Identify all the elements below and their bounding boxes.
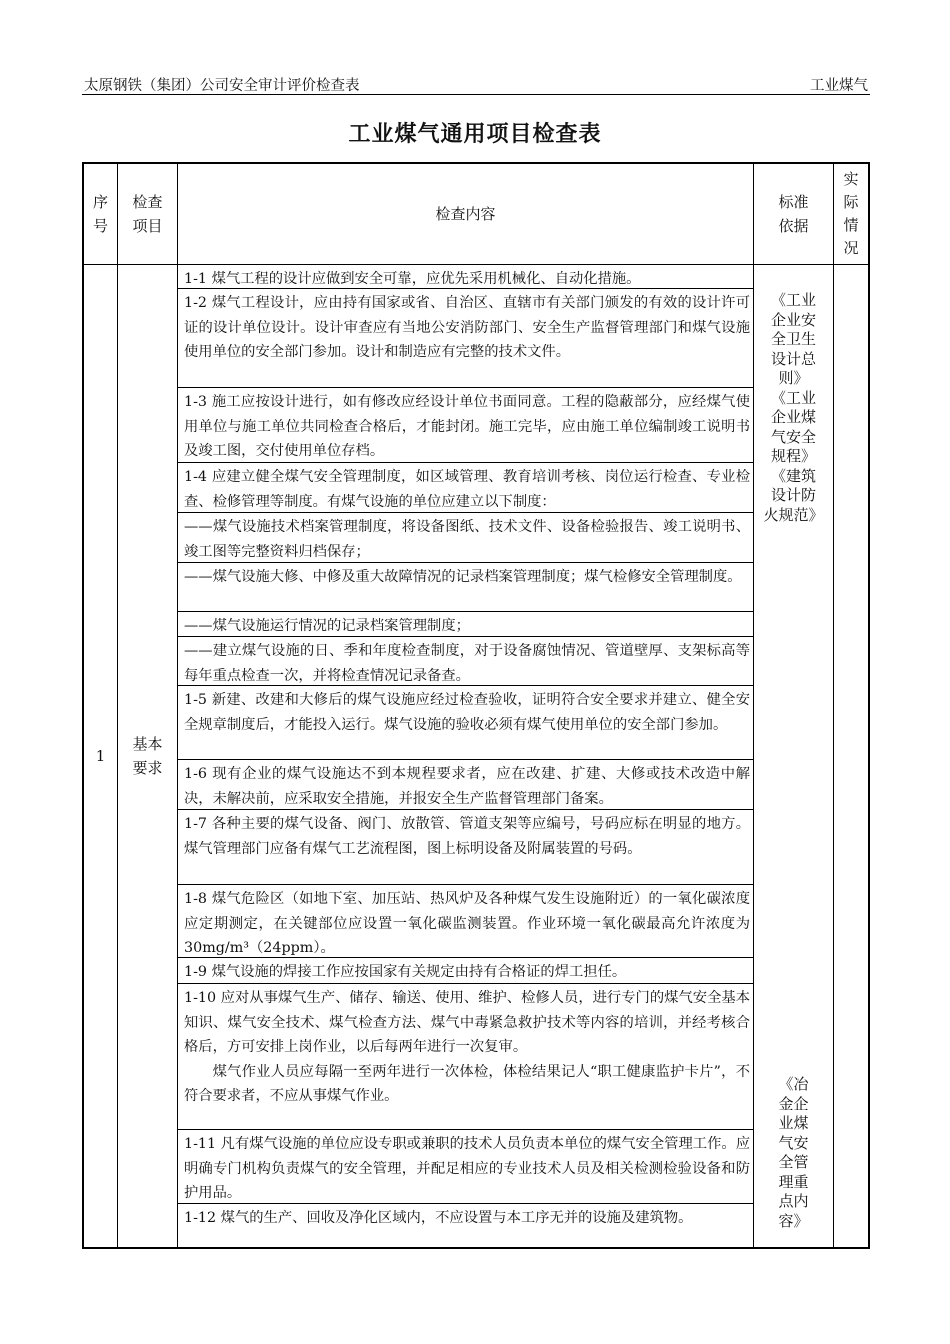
content-row — [178, 1130, 754, 1204]
row-text: 1-11 凡有煤气设施的单位应设专职或兼职的技术人员负责本单位的煤气安全管理工作。应明确专门机构负责煤气的安全管理，并配足相应的专业技术人员及相关检测检验设备和防护用品。 — [184, 1136, 750, 1201]
basis-line: 全管 — [778, 1153, 809, 1171]
row-text: 1-5 新建、改建和大修后的煤气设施应经过检查验收，证明符合安全要求并建立、健全安全规章制度后，才能投入运行。煤气设施的验收必须有煤气使用单位的安全部门参加。 — [184, 692, 750, 733]
item-line: 基本 — [132, 735, 163, 753]
header-actual-line: 实 — [843, 170, 859, 188]
header-actual-line: 情 — [843, 216, 859, 234]
header-basis — [754, 164, 833, 264]
basis-line: 企业煤 — [770, 408, 816, 426]
row-text: 1-6 现有企业的煤气设施达不到本规程要求者，应在改建、扩建、大修或技术改造中解决，未解决前，应采取安全措施，并报安全生产监督管理部门备案。 — [184, 766, 750, 807]
basis-line: 《建筑 — [770, 466, 816, 485]
row-text: 1-10 应对从事煤气生产、储存、输送、使用、维护、检修人员，进行专门的煤气安全基本知识、煤气安全技术、煤气检查方法、煤气中毒紧急救护技术等内容的培训，并经考核合格后，方可安排上岗作业，以后每两年进行一次复审。 — [184, 990, 750, 1055]
content-row — [178, 388, 754, 463]
page-header — [82, 72, 870, 95]
row-text: ——建立煤气设施的日、季和年度检查制度，对于设备腐蚀情况、管道壁厚、支架标高等每年重点检查一次，并将检查情况记录备查。 — [184, 643, 750, 684]
content-row — [178, 513, 754, 563]
page-title: 工业煤气通用项目检查表 — [348, 122, 602, 147]
content-row — [178, 463, 754, 513]
content-row — [178, 289, 754, 388]
header-content-label: 检查内容 — [435, 205, 496, 223]
basis-line: 气安全 — [770, 427, 816, 446]
header-seq-line: 号 — [92, 217, 108, 235]
basis-line: 设计总 — [770, 349, 816, 368]
header-right-text: 工业煤气 — [810, 78, 868, 94]
column-divider — [833, 164, 834, 1247]
seq-value: 1 — [95, 747, 106, 765]
header-left-text: 太原钢铁（集团）公司安全审计评价检查表 — [84, 78, 360, 94]
content-row — [178, 637, 754, 686]
basis-line: 全卫生 — [770, 330, 816, 348]
basis-line: 规程》 — [770, 447, 816, 465]
header-item-line: 项目 — [132, 217, 163, 235]
item-cell — [118, 265, 177, 1247]
header-actual-line: 况 — [843, 239, 859, 257]
row-text: 1-1 煤气工程的设计应做到安全可靠，应优先采用机械化、自动化措施。 — [184, 271, 641, 287]
content-row — [178, 563, 754, 612]
content-row — [178, 1204, 754, 1247]
header-item — [118, 164, 177, 264]
content-row — [178, 810, 754, 885]
row-text: 1-12 煤气的生产、回收及净化区域内，不应设置与本工序无并的设施及建筑物。 — [184, 1210, 693, 1226]
row-text: 1-9 煤气设施的焊接工作应按国家有关规定由持有合格证的焊工担任。 — [184, 964, 627, 980]
basis-bottom — [754, 1075, 833, 1231]
header-seq-line: 序 — [92, 193, 108, 211]
basis-line: 点内 — [778, 1192, 809, 1210]
row-text: 1-3 施工应按设计进行，如有修改应经设计单位书面同意。工程的隐蔽部分，应经煤气使用单位与施工单位共同检查合格后，才能封闭。施工完毕，应由施工单位编制竣工说明书及竣工图，交付使用单位存档。 — [184, 394, 750, 459]
header-actual — [834, 164, 868, 264]
row-text: ——煤气设施大修、中修及重大故障情况的记录档案管理制度；煤气检修安全管理制度。 — [184, 569, 742, 585]
content-row — [178, 984, 754, 1130]
basis-line: 火规范》 — [763, 505, 824, 524]
content-row — [178, 265, 754, 289]
content-row — [178, 885, 754, 958]
header-content — [178, 164, 753, 264]
basis-line: 《工业 — [770, 291, 816, 309]
basis-line: 设计防 — [770, 486, 816, 504]
basis-line: 气安 — [778, 1133, 809, 1152]
row-text: ——煤气设施技术档案管理制度，将设备图纸、技术文件、设备检验报告、竣工说明书、竣工图等完整资料归档保存； — [184, 519, 750, 560]
basis-line: 容》 — [778, 1211, 809, 1230]
header-actual-line: 际 — [843, 193, 859, 211]
basis-line: 《冶 — [778, 1075, 809, 1093]
row-text: ——煤气设施运行情况的记录档案管理制度； — [184, 618, 470, 634]
row-text: 1-4 应建立健全煤气安全管理制度，如区域管理、教育培训考核、岗位运行检查、专业检查、检修管理等制度。有煤气设施的单位应建立以下制度： — [184, 469, 750, 510]
seq-cell — [84, 265, 117, 1247]
row-text: 1-7 各种主要的煤气设备、阀门、放散管、管道支架等应编号，号码应标在明显的地方。煤气管理部门应备有煤气工艺流程图，图上标明设备及附属装置的号码。 — [184, 816, 750, 857]
content-row — [178, 958, 754, 984]
basis-line: 《工业 — [770, 388, 816, 407]
row-text-paragraph: 煤气作业人员应每隔一至两年进行一次体检，体检结果记人“职工健康监护卡片”，不符合要求者，不应从事煤气作业。 — [184, 1063, 750, 1104]
content-row — [178, 760, 754, 810]
basis-line: 则》 — [778, 369, 809, 387]
header-item-line: 检查 — [132, 193, 163, 211]
basis-top — [754, 291, 833, 525]
basis-line: 金企 — [778, 1094, 809, 1113]
basis-line: 企业安 — [770, 310, 816, 329]
header-seq — [84, 164, 117, 264]
basis-line: 业煤 — [778, 1114, 809, 1132]
row-text: 1-8 煤气危险区（如地下室、加压站、热风炉及各种煤气发生设施附近）的一氧化碳浓度应定期测定，在关键部位应设置一氧化碳监测装置。作业环境一氧化碳最高允许浓度为30mg/m³（24ppm）。 — [184, 891, 750, 956]
header-basis-line: 标准 — [778, 193, 809, 211]
inspection-table — [82, 162, 870, 1249]
header-basis-line: 依据 — [778, 217, 809, 235]
item-line: 要求 — [132, 759, 163, 777]
basis-line: 理重 — [778, 1172, 809, 1191]
row-text: 1-2 煤气工程设计，应由持有国家或省、自治区、直辖市有关部门颁发的有效的设计许可证的设计单位设计。设计审查应有当地公安消防部门、安全生产监督管理部门和煤气设施使用单位的安全部门参加。设计和制造应有完整的技术文件。 — [184, 295, 750, 360]
content-row — [178, 612, 754, 637]
content-row — [178, 686, 754, 760]
